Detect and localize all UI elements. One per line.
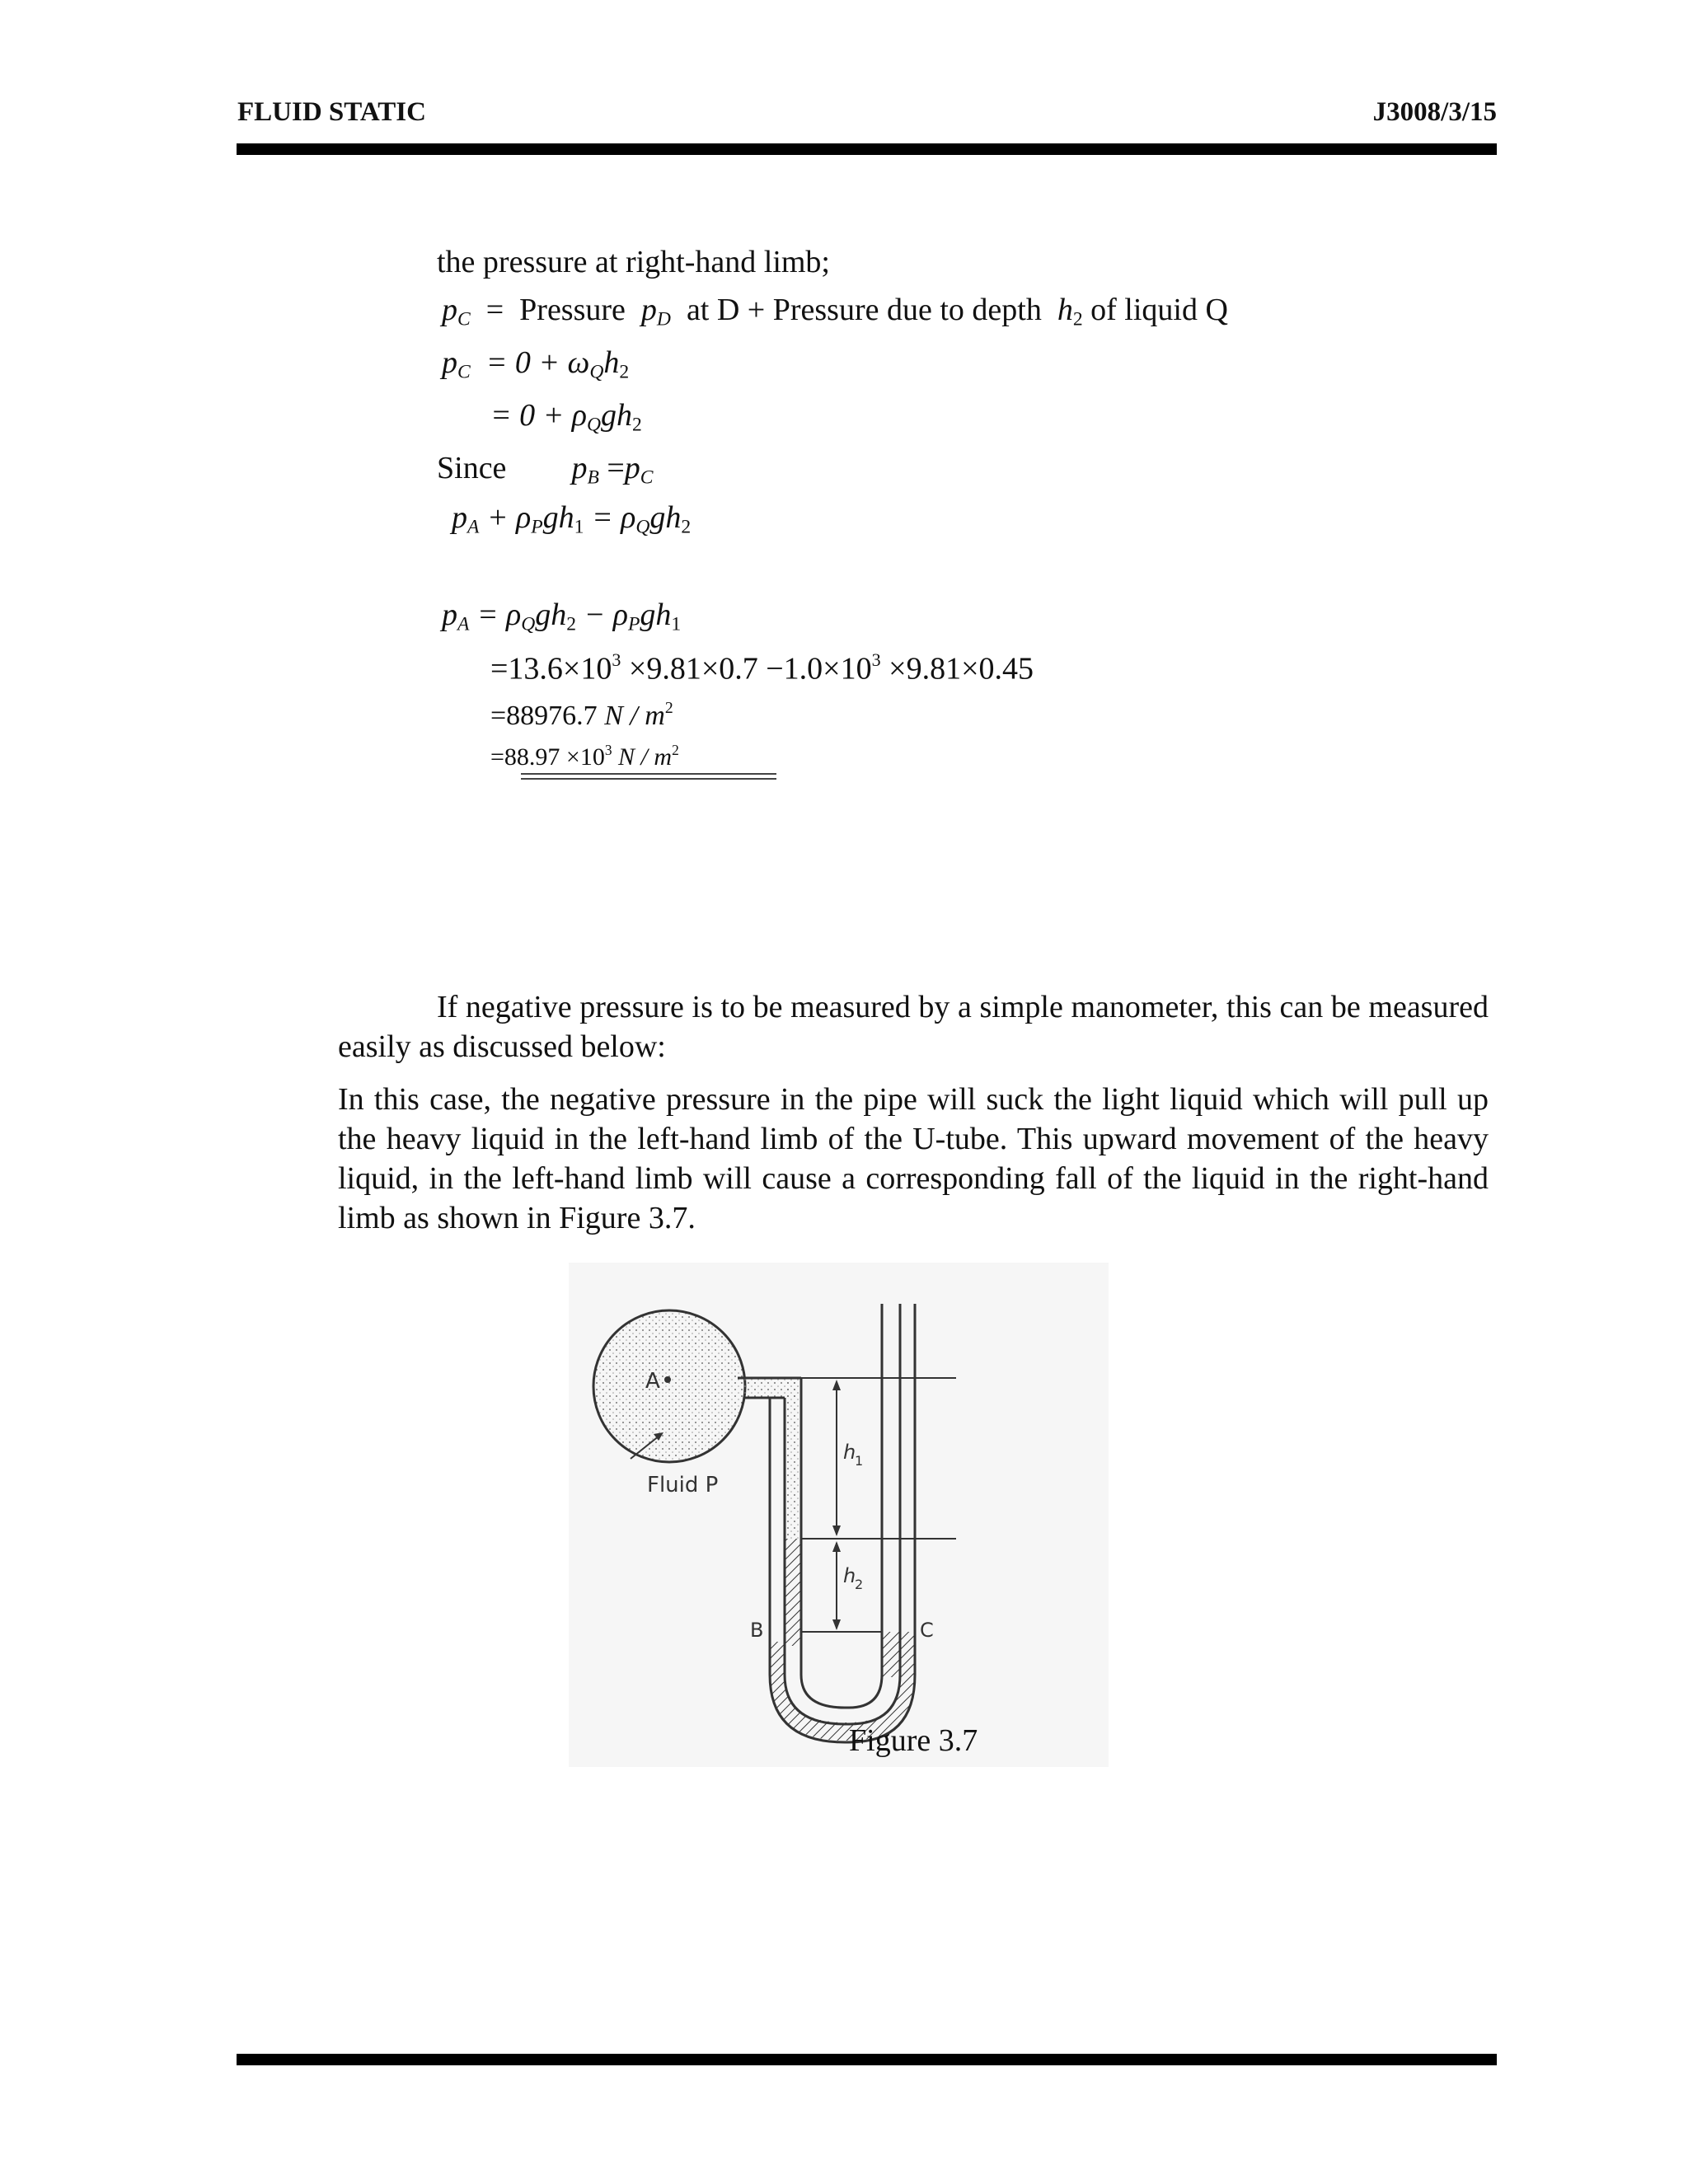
eq1-h: h (1057, 293, 1073, 327)
eq5-gh: gh (542, 500, 574, 535)
eq1-pd: p (640, 293, 657, 327)
eq2-lhs: p (442, 345, 457, 380)
eq1-t3: of liquid Q (1090, 293, 1228, 327)
header-right: J3008/3/15 (1372, 97, 1497, 127)
eq7-a-sup: 3 (612, 649, 621, 670)
eq1-h-sub: 2 (1072, 308, 1083, 330)
eq3-h-sub: 2 (632, 414, 642, 436)
eq6-q-sub: Q (521, 613, 536, 635)
eq6-h2-sub: 2 (566, 613, 577, 635)
double-underline-1 (521, 773, 776, 775)
eq6-p: p (442, 598, 457, 632)
label-c: C (920, 1619, 934, 1642)
eq1-pd-sub: D (656, 308, 671, 330)
eq1-t2: at D + Pressure due to depth (686, 293, 1042, 327)
label-fluid: Fluid P (647, 1473, 719, 1497)
label-h2: h (843, 1564, 856, 1587)
eq2-h-sub: 2 (619, 361, 630, 383)
eq5-plus: + ρ (486, 500, 532, 535)
equation-4 (437, 450, 653, 490)
figure-manometer (569, 1263, 1109, 1767)
eq7-b: ×9.81×0.7 −1.0×10 (628, 651, 872, 687)
eq2-h: h (603, 345, 620, 380)
double-underline-2 (521, 778, 776, 780)
footer-rule (237, 2054, 1497, 2065)
eq5-h2-sub: 2 (681, 516, 692, 538)
paragraph-1-text: If negative pressure is to be measured by a simple manometer, this can be measured easily as discussed below: (338, 990, 1489, 1064)
eq7-a: =13.6×10 (490, 651, 612, 687)
eq1-t1: Pressure (519, 293, 626, 327)
eq6-h1-sub: 1 (671, 613, 682, 635)
figure-caption: Figure 3.7 (849, 1723, 978, 1758)
eq9-unit: N / m (618, 743, 673, 771)
header-left: FLUID STATIC (237, 97, 426, 127)
label-h1: h (843, 1441, 856, 1464)
label-a: A (645, 1369, 660, 1394)
paragraph-1 (338, 987, 1489, 1066)
eq6-gh: gh (535, 598, 567, 632)
equation-7 (490, 649, 1034, 687)
eq1-eq: = (485, 293, 504, 327)
equation-2 (442, 344, 629, 384)
pipe-vessel (593, 1310, 745, 1462)
label-b: B (750, 1619, 764, 1642)
eq8-unit-sup: 2 (664, 699, 673, 717)
equation-5 (452, 499, 691, 539)
label-h2-sub: 2 (855, 1577, 864, 1592)
eq5-p-sub: P (531, 516, 543, 538)
equation-9 (490, 742, 679, 771)
intro-text: the pressure at right-hand limb; (437, 245, 830, 279)
eq5-a-sub: A (467, 516, 480, 538)
eq6-minus: − ρ (584, 598, 628, 632)
eq3-rhs: = 0 + ρ (490, 398, 588, 433)
eq9-unit-sup: 2 (672, 742, 679, 758)
eq3-r-sub: Q (587, 414, 602, 436)
eq4-a: p (571, 451, 588, 485)
header-rule (237, 143, 1497, 155)
eq1-lhs-sub: C (457, 308, 471, 330)
eq4-b: p (624, 451, 640, 485)
eq5-h1-sub: 1 (574, 516, 584, 538)
eq2-rhs: = 0 + ω (485, 345, 590, 380)
eq1-lhs: p (442, 293, 457, 327)
eq5-q-sub: Q (635, 516, 650, 538)
equation-8 (490, 699, 673, 732)
eq4-since: Since (437, 451, 507, 485)
eq2-w-sub: Q (589, 361, 604, 383)
eq6-eq: = ρ (476, 598, 522, 632)
eq8-unit: N / m (604, 700, 665, 731)
manometer-diagram (569, 1263, 1109, 1767)
eq8-a: =88976.7 (490, 700, 598, 731)
eq6-p-sub: A (457, 613, 470, 635)
eq4-eq: = (607, 451, 625, 485)
eq5-eq: = ρ (591, 500, 636, 535)
eq6-pp-sub: P (627, 613, 640, 635)
eq3-g: gh (601, 398, 633, 433)
eq7-c: ×9.81×0.45 (889, 651, 1034, 687)
label-h1-sub: 1 (855, 1453, 864, 1469)
eq2-lhs-sub: C (457, 361, 471, 383)
equation-3 (490, 397, 642, 437)
eq9-a-sup: 3 (604, 742, 612, 758)
eq5-gh2: gh (649, 500, 682, 535)
eq7-b-sup: 3 (871, 649, 881, 670)
eq4-a-sub: B (587, 466, 599, 489)
paragraph-2: In this case, the negative pressure in the pipe will suck the light liquid which will pull up the heavy liquid in the left-hand limb of the U-tube. This upward movement of the heavy liquid, in the left-hand limb will cause a corresponding fall of the liquid in the right-hand limb as shown in Figure 3.7. (338, 1082, 1489, 1235)
eq6-gh1: gh (640, 598, 672, 632)
equation-6 (442, 597, 681, 636)
eq5-pa: p (452, 500, 467, 535)
eq9-a: =88.97 ×10 (490, 743, 605, 771)
eq4-b-sub: C (640, 466, 654, 489)
equation-1 (442, 292, 1228, 331)
